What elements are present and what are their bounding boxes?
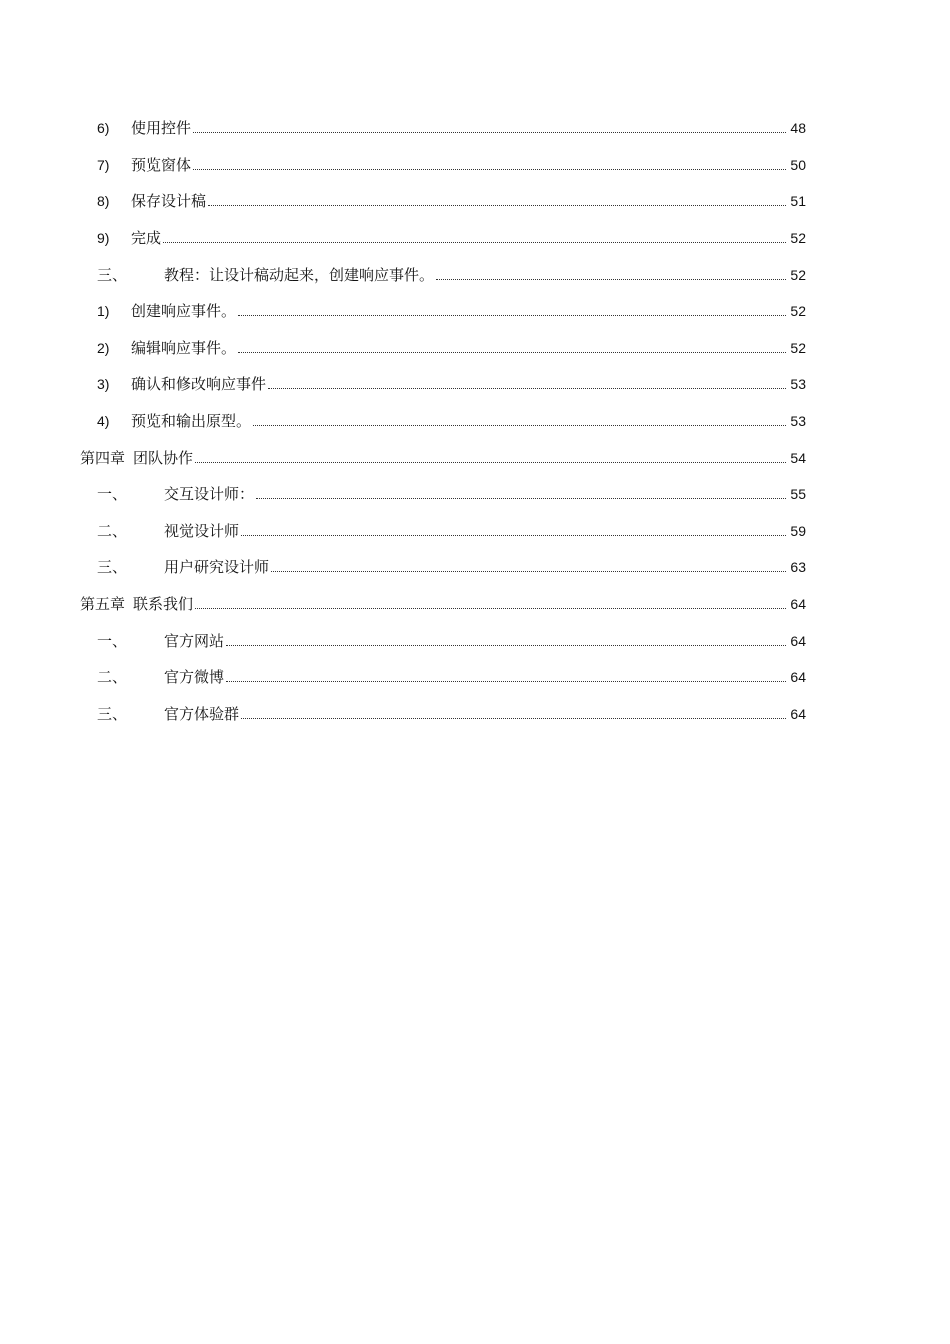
toc-entry-page: 64: [790, 669, 806, 686]
toc-dot-leader: [253, 411, 786, 431]
toc-entry-number: 二、: [97, 668, 128, 687]
toc-entry[interactable]: [80, 183, 806, 220]
toc-entry-number: 一、: [97, 631, 128, 650]
toc-dot-leader: [241, 704, 786, 724]
toc-entry[interactable]: [80, 110, 806, 147]
toc-entry-page: 55: [790, 486, 806, 503]
toc-dot-leader: [163, 228, 786, 248]
toc-dot-leader: [193, 155, 786, 175]
toc-entry-page: 52: [790, 230, 806, 247]
toc-entry[interactable]: [80, 330, 806, 367]
toc-entry-title: 官方体验群: [164, 704, 240, 723]
toc-dot-leader: [271, 557, 786, 577]
toc-entry-page: 64: [790, 705, 806, 722]
toc-entry-title: 视觉设计师: [164, 521, 240, 540]
toc-dot-leader: [226, 667, 786, 687]
toc-entry-title: 用户研究设计师: [164, 558, 270, 577]
toc-entry-page: 59: [790, 522, 806, 539]
toc-dot-leader: [238, 338, 786, 358]
toc-entry-number: 1): [97, 303, 110, 320]
toc-entry-number: 8): [97, 193, 110, 210]
toc-entry-number: 4): [97, 413, 110, 430]
toc-entry[interactable]: [80, 586, 806, 623]
toc-entry-number: 二、: [97, 521, 128, 540]
toc-entry-title: 确认和修改响应事件: [131, 375, 267, 394]
toc-dot-leader: [241, 521, 786, 541]
toc-dot-leader: [436, 265, 786, 285]
toc-entry-number: 3): [97, 376, 110, 393]
toc-dot-leader: [195, 594, 786, 614]
toc-entry-page: 48: [790, 120, 806, 137]
toc-entry-number: 三、: [97, 704, 128, 723]
toc-entry-page: 52: [790, 339, 806, 356]
toc-entry-title: 教程：让设计稿动起来，创建响应事件。: [164, 265, 435, 284]
toc-entry-number: 2): [97, 339, 110, 356]
toc-dot-leader: [256, 484, 786, 504]
toc-entry-title: 官方网站: [164, 631, 225, 650]
toc-entry-page: 53: [790, 376, 806, 393]
toc-entry-page: 64: [790, 632, 806, 649]
toc-entry-page: 50: [790, 156, 806, 173]
toc-entry-page: 54: [790, 449, 806, 466]
toc-entry[interactable]: [80, 439, 806, 476]
toc-entry-title: 联系我们: [133, 595, 194, 614]
toc-entry-page: 51: [790, 193, 806, 210]
toc-entry-title: 团队协作: [133, 448, 194, 467]
toc-entry-title: 预览窗体: [131, 155, 192, 174]
toc-entry-title: 创建响应事件。: [131, 302, 237, 321]
toc-entry-title: 交互设计师：: [164, 485, 255, 504]
toc-dot-leader: [238, 301, 786, 321]
toc-entry[interactable]: [80, 256, 806, 293]
toc-entry-page: 63: [790, 559, 806, 576]
toc-entry-title: 完成: [131, 229, 162, 248]
toc-entry-title: 官方微博: [164, 668, 225, 687]
toc-entry-title: 编辑响应事件。: [131, 338, 237, 357]
toc-entry-title: 使用控件: [131, 119, 192, 138]
toc-entry-number: 三、: [97, 558, 128, 577]
toc-entry-page: 53: [790, 413, 806, 430]
toc-entry[interactable]: [80, 659, 806, 696]
toc-entry-number: 9): [97, 230, 110, 247]
toc-entry[interactable]: [80, 293, 806, 330]
toc-entry-title: 保存设计稿: [131, 192, 207, 211]
toc-dot-leader: [193, 118, 786, 138]
toc-dot-leader: [195, 448, 786, 468]
toc-entry-number: 第五章: [80, 595, 126, 614]
toc-entry-page: 64: [790, 596, 806, 613]
toc-entry[interactable]: [80, 696, 806, 733]
toc-entry-page: 52: [790, 266, 806, 283]
toc-entry[interactable]: [80, 549, 806, 586]
toc-entry-number: 6): [97, 120, 110, 137]
toc-dot-leader: [268, 374, 786, 394]
toc-entry[interactable]: [80, 147, 806, 184]
toc-dot-leader: [208, 191, 786, 211]
toc-entry-number: 一、: [97, 485, 128, 504]
toc-entry-number: 7): [97, 156, 110, 173]
toc-entry[interactable]: [80, 622, 806, 659]
toc-entry-title: 预览和输出原型。: [131, 412, 252, 431]
toc-entry-number: 第四章: [80, 448, 126, 467]
toc-dot-leader: [226, 631, 786, 651]
table-of-contents: [80, 110, 806, 732]
toc-entry[interactable]: [80, 476, 806, 513]
toc-entry[interactable]: [80, 513, 806, 550]
toc-entry[interactable]: [80, 403, 806, 440]
toc-entry-page: 52: [790, 303, 806, 320]
toc-entry-number: 三、: [97, 265, 128, 284]
toc-entry[interactable]: [80, 366, 806, 403]
toc-entry[interactable]: [80, 220, 806, 257]
